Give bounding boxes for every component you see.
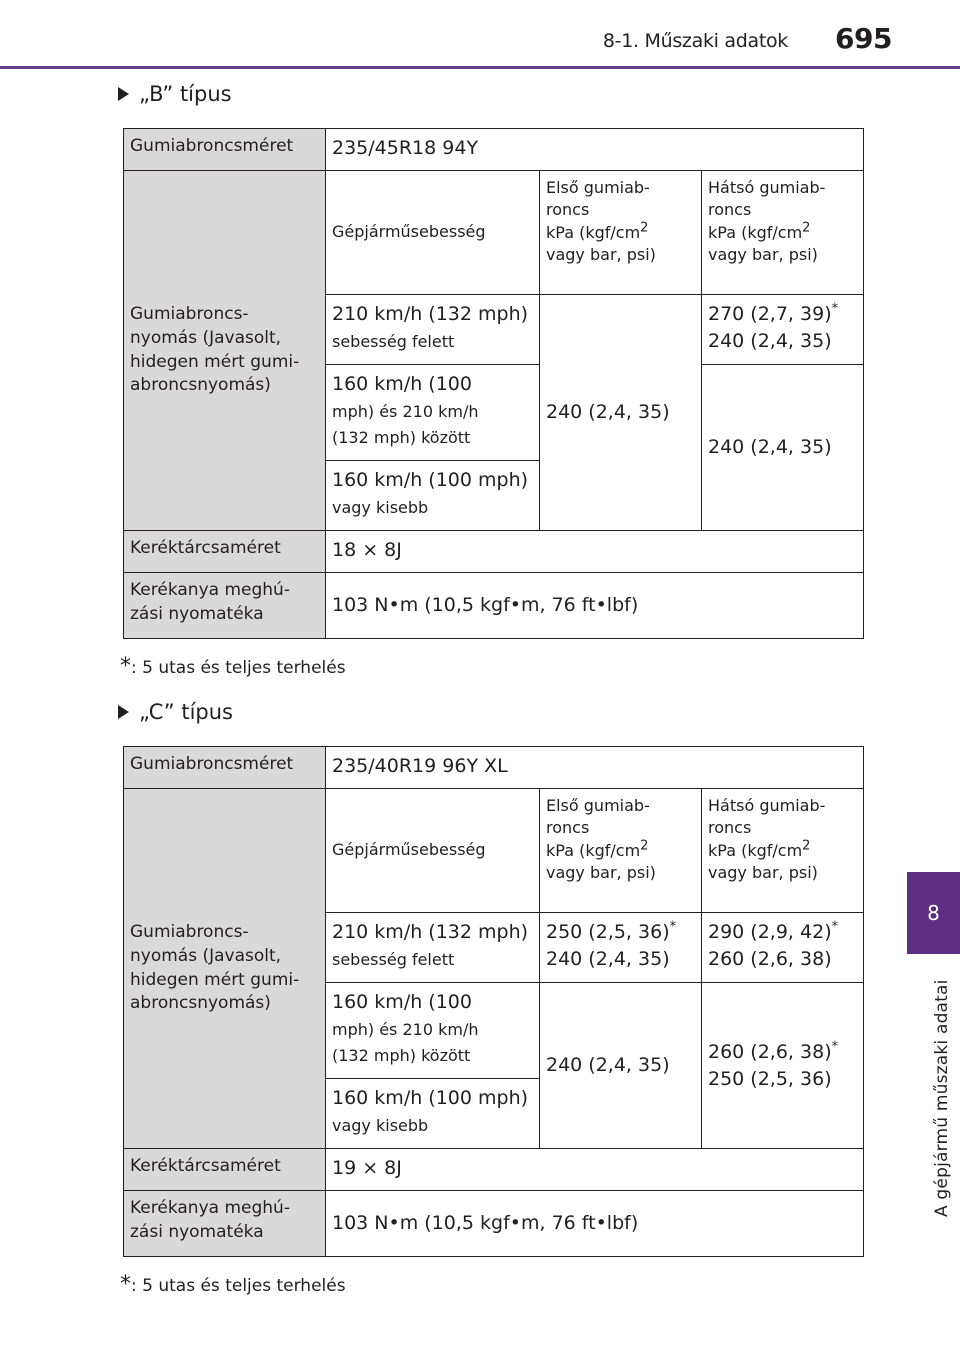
torque-value: 103 N•m (10,5 kgf•m, 76 ft•lbf)	[326, 1191, 864, 1257]
table-row	[124, 789, 864, 913]
section-heading-b	[118, 82, 232, 106]
table-row	[124, 171, 864, 295]
table-row	[124, 573, 864, 639]
rear-pressure-cell: 240 (2,4, 35)	[702, 365, 864, 531]
rear-pressure-cell: 290 (2,9, 42)* 260 (2,6, 38)	[702, 913, 864, 983]
torque-label: Kerékanya meghú- zási nyomatéka	[124, 1191, 326, 1257]
rear-tire-column-header: Hátsó gumiab- roncs kPa ($kgf/cm^2$ vagy bar, psi)	[702, 171, 864, 295]
pressure-label: Gumiabroncs- nyomás (Javasolt, hidegen mért gumi- abroncsnyomás)	[124, 171, 326, 531]
tire-size-value: 235/40R19 96Y XL	[326, 747, 864, 789]
chapter-tab	[907, 872, 960, 954]
torque-value: 103 N•m (10,5 kgf•m, 76 ft•lbf)	[326, 573, 864, 639]
page-number: 695	[835, 22, 892, 55]
pressure-label: Gumiabroncs- nyomás (Javasolt, hidegen mért gumi- abroncsnyomás)	[124, 789, 326, 1149]
chapter-number: 8	[927, 901, 940, 925]
section-title: 8-1. Műszaki adatok	[602, 30, 788, 52]
tire-size-label: Gumiabroncsméret	[124, 747, 326, 789]
speed-cell: 160 km/h (100 mph) és 210 km/h (132 mph) között	[326, 365, 540, 461]
table-row	[124, 747, 864, 789]
front-tire-column-header: Első gumiab- roncs kPa ($kgf/cm^2$ vagy bar, psi)	[540, 171, 702, 295]
spec-table-b	[123, 128, 864, 639]
footnote-c: *: 5 utas és teljes terhelés	[120, 1272, 346, 1297]
speed-cell: 160 km/h (100 mph) és 210 km/h (132 mph) között	[326, 983, 540, 1079]
torque-label: Kerékanya meghú- zási nyomatéka	[124, 573, 326, 639]
section-heading-c	[118, 700, 233, 724]
rear-pressure-cell: 270 (2,7, 39)* 240 (2,4, 35)	[702, 295, 864, 365]
tire-size-value: 235/45R18 94Y	[326, 129, 864, 171]
table-row	[124, 1149, 864, 1191]
speed-column-header: Gépjárműsebesség	[326, 171, 540, 295]
front-tire-column-header: Első gumiab- roncs kPa ($kgf/cm^2$ vagy bar, psi)	[540, 789, 702, 913]
arrow-right-icon	[118, 705, 129, 719]
speed-cell: 160 km/h (100 mph) vagy kisebb	[326, 461, 540, 531]
wheel-size-label: Keréktárcsaméret	[124, 1149, 326, 1191]
rear-pressure-cell: 260 (2,6, 38)* 250 (2,5, 36)	[702, 983, 864, 1149]
arrow-right-icon	[118, 87, 129, 101]
table-row	[124, 129, 864, 171]
speed-cell: 160 km/h (100 mph) vagy kisebb	[326, 1079, 540, 1149]
rear-tire-column-header: Hátsó gumiab- roncs kPa ($kgf/cm^2$ vagy bar, psi)	[702, 789, 864, 913]
speed-column-header: Gépjárműsebesség	[326, 789, 540, 913]
section-heading-text: „C” típus	[139, 700, 233, 724]
header-divider	[0, 66, 960, 69]
table-row	[124, 531, 864, 573]
front-pressure-cell: 250 (2,5, 36)* 240 (2,4, 35)	[540, 913, 702, 983]
speed-cell: 210 km/h (132 mph) sebesség felett	[326, 295, 540, 365]
tire-size-label: Gumiabroncsméret	[124, 129, 326, 171]
wheel-size-label: Keréktárcsaméret	[124, 531, 326, 573]
spec-table-c	[123, 746, 864, 1257]
section-heading-text: „B” típus	[139, 82, 232, 106]
front-pressure-cell: 240 (2,4, 35)	[540, 983, 702, 1149]
table-row	[124, 1191, 864, 1257]
wheel-size-value: 18 × 8J	[326, 531, 864, 573]
wheel-size-value: 19 × 8J	[326, 1149, 864, 1191]
footnote-b: *: 5 utas és teljes terhelés	[120, 654, 346, 679]
speed-cell: 210 km/h (132 mph) sebesség felett	[326, 913, 540, 983]
chapter-label: A gépjármű műszaki adatai	[932, 979, 952, 1217]
front-pressure-cell: 240 (2,4, 35)	[540, 295, 702, 531]
